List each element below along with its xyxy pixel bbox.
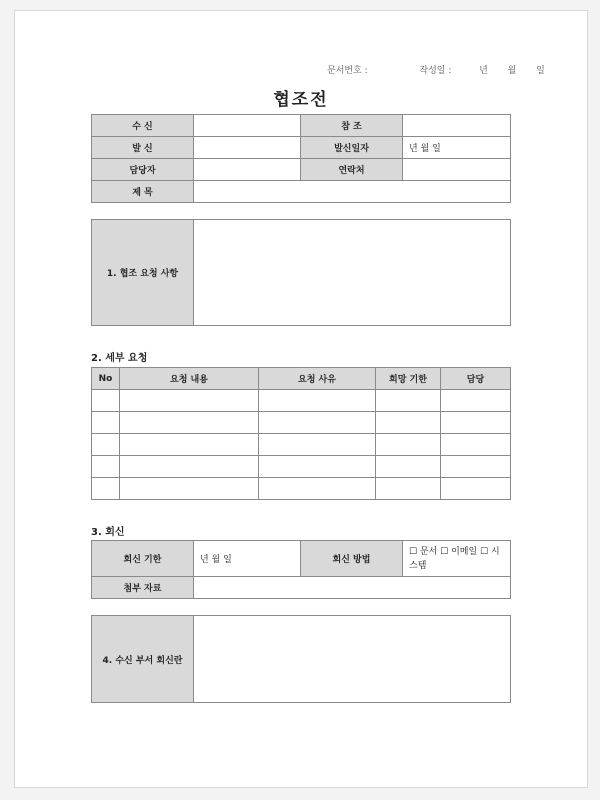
subject-label: 제 목 (92, 181, 194, 203)
reply-method-field[interactable]: ☐ 문서 ☐ 이메일 ☐ 시스템 (403, 541, 511, 577)
table-row (92, 390, 511, 412)
table-cell[interactable] (120, 412, 259, 434)
reference-label: 참 조 (301, 115, 403, 137)
reference-field[interactable] (403, 115, 511, 137)
table-cell[interactable] (376, 412, 441, 434)
table-cell[interactable] (259, 390, 376, 412)
written-date-month: 월 (507, 66, 517, 76)
document-number-line (327, 63, 545, 76)
table-cell[interactable] (259, 434, 376, 456)
reply-deadline-label: 회신 기한 (92, 541, 194, 577)
table-cell[interactable] (441, 434, 511, 456)
column-content-header: 요청 내용 (120, 368, 259, 390)
table-cell[interactable] (120, 390, 259, 412)
column-deadline-header: 희망 기한 (376, 368, 441, 390)
sender-field[interactable] (194, 137, 301, 159)
table-row (92, 478, 511, 500)
attachment-field[interactable] (194, 577, 511, 599)
contact-field[interactable] (403, 159, 511, 181)
cooperation-request-label: 1. 협조 요청 사항 (92, 220, 194, 326)
column-owner-header: 담당 (441, 368, 511, 390)
table-cell[interactable] (120, 478, 259, 500)
column-reason-header: 요청 사유 (259, 368, 376, 390)
send-date-field[interactable]: 년 월 일 (403, 137, 511, 159)
table-cell[interactable] (376, 478, 441, 500)
written-date-year: 년 (479, 66, 488, 76)
attachment-label: 첨부 자료 (92, 577, 194, 599)
table-cell[interactable] (376, 434, 441, 456)
subject-field[interactable] (194, 181, 511, 203)
contact-label: 연락처 (301, 159, 403, 181)
document-page (14, 10, 588, 788)
table-cell[interactable] (259, 456, 376, 478)
table-cell[interactable] (92, 390, 120, 412)
table-cell[interactable] (92, 456, 120, 478)
reply-deadline-field[interactable]: 년 월 일 (194, 541, 301, 577)
table-cell[interactable] (376, 456, 441, 478)
recipient-reply-label: 4. 수신 부서 회신란 (92, 616, 194, 703)
recipient-reply-field[interactable] (194, 616, 511, 703)
table-cell[interactable] (92, 434, 120, 456)
cooperation-request-field[interactable] (194, 220, 511, 326)
manager-label: 담당자 (92, 159, 194, 181)
document-title: 협조전 (273, 90, 329, 110)
table-row (92, 434, 511, 456)
table-cell[interactable] (441, 456, 511, 478)
doc-number-label: 문서번호 : (327, 66, 368, 76)
sender-label: 발 신 (92, 137, 194, 159)
table-row (92, 412, 511, 434)
table-row (92, 456, 511, 478)
info-table (91, 114, 511, 203)
table-cell[interactable] (259, 478, 376, 500)
table-cell[interactable] (441, 390, 511, 412)
cooperation-request-table (91, 219, 511, 326)
column-no-header: No (92, 368, 120, 390)
reply-table (91, 540, 511, 599)
table-cell[interactable] (376, 390, 441, 412)
recipient-reply-table (91, 615, 511, 703)
send-date-label: 발신일자 (301, 137, 403, 159)
written-date-label: 작성일 : (419, 66, 452, 76)
written-date-day: 일 (536, 66, 545, 76)
table-cell[interactable] (259, 412, 376, 434)
table-cell[interactable] (92, 412, 120, 434)
table-cell[interactable] (120, 456, 259, 478)
recipient-field[interactable] (194, 115, 301, 137)
reply-heading: 3. 회신 (91, 527, 125, 538)
table-cell[interactable] (120, 434, 259, 456)
table-cell[interactable] (441, 478, 511, 500)
detail-request-table (91, 367, 511, 500)
table-cell[interactable] (92, 478, 120, 500)
reply-method-label: 회신 방법 (301, 541, 403, 577)
manager-field[interactable] (194, 159, 301, 181)
detail-request-heading: 2. 세부 요청 (91, 353, 148, 364)
recipient-label: 수 신 (92, 115, 194, 137)
table-cell[interactable] (441, 412, 511, 434)
